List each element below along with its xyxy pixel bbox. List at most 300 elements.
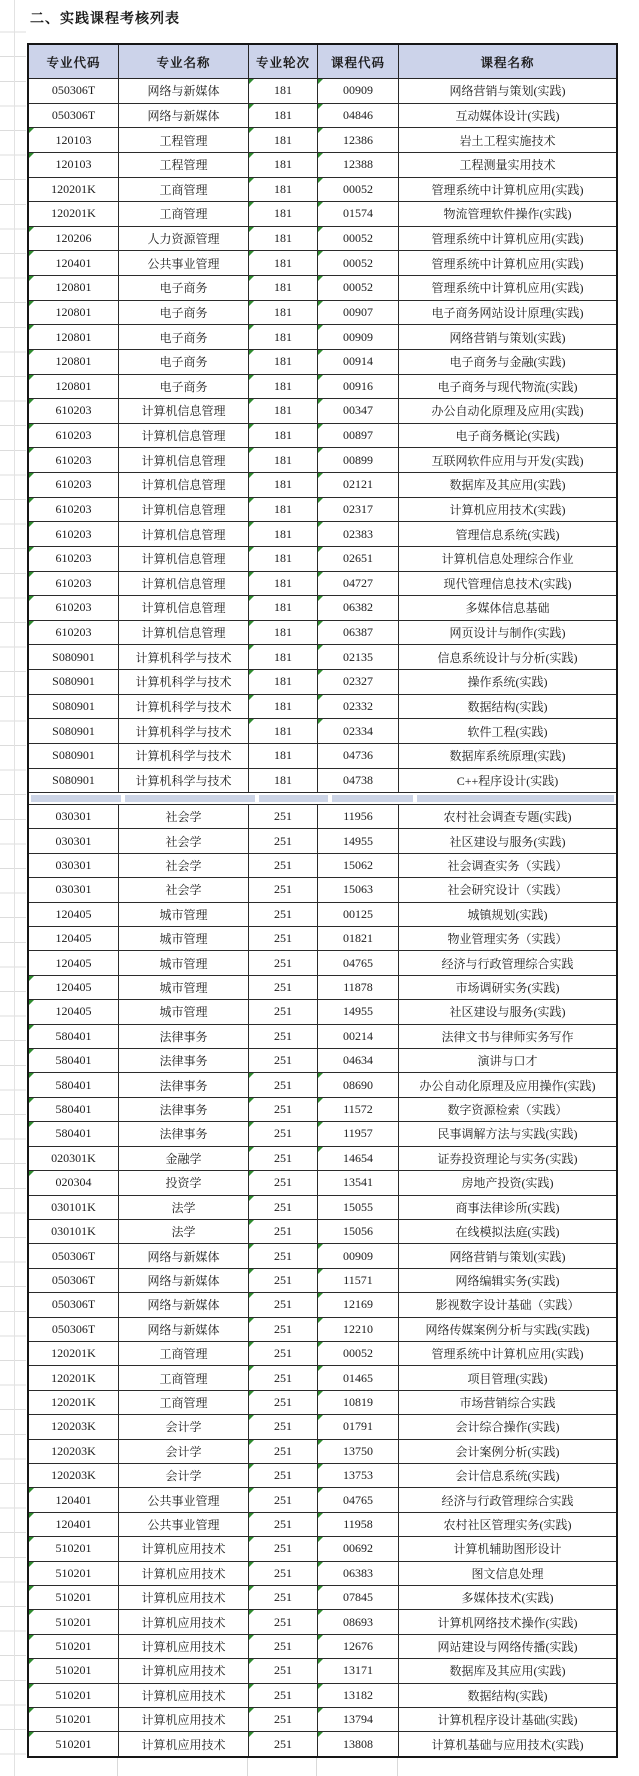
major-name-cell[interactable]: 计算机科学与技术	[119, 719, 249, 743]
course-name-cell[interactable]: 电子商务概论(实践)	[455, 429, 560, 444]
round-cell[interactable]: 181	[249, 301, 318, 325]
round-cell[interactable]: 251	[249, 1318, 318, 1341]
major-name-cell[interactable]: 计算机科学与技术	[119, 769, 249, 793]
round-cell[interactable]: 181	[249, 572, 318, 596]
major-code-cell[interactable]: 120401	[29, 1513, 119, 1536]
major-code-cell[interactable]: 510201	[29, 1659, 119, 1682]
major-name-cell[interactable]: 法学	[119, 1196, 249, 1219]
round-cell[interactable]: 181	[249, 227, 318, 251]
round-cell[interactable]: 251	[249, 1244, 318, 1267]
course-name-cell[interactable]: 数据库及其应用(实践)	[449, 478, 566, 493]
course-name-cell[interactable]: 社区建设与服务(实践)	[449, 1005, 566, 1020]
major-code-cell[interactable]: 120103	[29, 128, 119, 152]
course-name-cell[interactable]: 软件工程(实践)	[467, 724, 548, 739]
major-code-cell[interactable]: 120201K	[29, 178, 119, 202]
major-name-cell[interactable]: 城市管理	[119, 976, 249, 999]
course-code-cell[interactable]: 00692	[318, 1537, 399, 1560]
course-name-cell[interactable]: 网络传媒案例分析与实践(实践)	[425, 1322, 590, 1337]
round-cell[interactable]: 181	[249, 695, 318, 719]
course-name-cell[interactable]: 市场调研实务(实践)	[455, 981, 560, 996]
major-code-cell[interactable]: 030101K	[29, 1196, 119, 1219]
major-code-cell[interactable]: 580401	[29, 1098, 119, 1121]
course-name-cell[interactable]: 计算机网络技术操作(实践)	[437, 1615, 578, 1630]
round-cell[interactable]: 251	[249, 878, 318, 901]
course-name-cell[interactable]: 项目管理(实践)	[467, 1371, 548, 1386]
course-name-cell[interactable]: 城镇规划(实践)	[467, 907, 548, 922]
course-code-cell[interactable]: 10819	[318, 1391, 399, 1414]
round-cell[interactable]: 181	[249, 178, 318, 202]
header-major-name[interactable]: 专业名称	[119, 45, 249, 78]
major-name-cell[interactable]: 工商管理	[119, 1391, 249, 1414]
major-name-cell[interactable]: 法学	[119, 1220, 249, 1243]
round-cell[interactable]: 251	[249, 1586, 318, 1609]
round-cell[interactable]: 181	[249, 645, 318, 669]
course-code-cell[interactable]: 08690	[318, 1073, 399, 1096]
major-code-cell[interactable]: 120405	[29, 1000, 119, 1023]
major-code-cell[interactable]: 610203	[29, 547, 119, 571]
course-code-cell[interactable]: 04738	[318, 769, 399, 793]
major-code-cell[interactable]: S080901	[29, 645, 119, 669]
course-code-cell[interactable]: 15063	[318, 878, 399, 901]
header-major-code[interactable]: 专业代码	[29, 45, 119, 78]
course-name-cell[interactable]: 网络编辑实务(实践)	[455, 1273, 560, 1288]
round-cell[interactable]: 181	[249, 498, 318, 522]
round-cell[interactable]: 181	[249, 79, 318, 103]
major-code-cell[interactable]: S080901	[29, 719, 119, 743]
major-code-cell[interactable]: 510201	[29, 1635, 119, 1658]
round-cell[interactable]: 251	[249, 903, 318, 926]
round-cell[interactable]: 181	[249, 104, 318, 128]
major-name-cell[interactable]: 社会学	[119, 805, 249, 828]
major-name-cell[interactable]: 社会学	[119, 854, 249, 877]
round-cell[interactable]: 251	[249, 1488, 318, 1511]
course-code-cell[interactable]: 11957	[318, 1122, 399, 1145]
course-name-cell[interactable]: 电子商务与现代物流(实践)	[437, 379, 578, 394]
major-name-cell[interactable]: 工程管理	[119, 153, 249, 177]
major-code-cell[interactable]: 610203	[29, 621, 119, 645]
major-code-cell[interactable]: 120201K	[29, 1366, 119, 1389]
course-code-cell[interactable]: 07845	[318, 1586, 399, 1609]
major-code-cell[interactable]: 610203	[29, 498, 119, 522]
major-code-cell[interactable]: 020301K	[29, 1147, 119, 1170]
course-name-cell[interactable]: 管理系统中计算机应用(实践)	[431, 256, 584, 271]
course-name-cell[interactable]: 网站建设与网络传播(实践)	[437, 1640, 578, 1655]
course-code-cell[interactable]: 00214	[318, 1025, 399, 1048]
course-code-cell[interactable]: 13182	[318, 1684, 399, 1707]
major-code-cell[interactable]: 510201	[29, 1684, 119, 1707]
major-name-cell[interactable]: 投资学	[119, 1171, 249, 1194]
course-name-cell[interactable]: 会计综合操作(实践)	[455, 1420, 560, 1435]
course-name-cell[interactable]: 计算机辅助图形设计	[453, 1542, 562, 1557]
major-name-cell[interactable]: 计算机信息管理	[119, 547, 249, 571]
course-code-cell[interactable]: 11572	[318, 1098, 399, 1121]
round-cell[interactable]: 251	[249, 1196, 318, 1219]
round-cell[interactable]: 251	[249, 1732, 318, 1755]
major-name-cell[interactable]: 人力资源管理	[119, 227, 249, 251]
major-name-cell[interactable]: 金融学	[119, 1147, 249, 1170]
major-code-cell[interactable]: 030301	[29, 878, 119, 901]
major-code-cell[interactable]: 120203K	[29, 1440, 119, 1463]
major-name-cell[interactable]: 公共事业管理	[119, 1513, 249, 1536]
course-code-cell[interactable]: 00052	[318, 178, 399, 202]
major-code-cell[interactable]: 120206	[29, 227, 119, 251]
round-cell[interactable]: 181	[249, 251, 318, 275]
round-cell[interactable]: 251	[249, 1537, 318, 1560]
major-name-cell[interactable]: 计算机应用技术	[119, 1635, 249, 1658]
course-name-cell[interactable]: 管理系统中计算机应用(实践)	[431, 281, 584, 296]
course-code-cell[interactable]: 13171	[318, 1659, 399, 1682]
course-name-cell[interactable]: 物流管理软件操作(实践)	[443, 207, 572, 222]
round-cell[interactable]: 251	[249, 1098, 318, 1121]
course-code-cell[interactable]: 08693	[318, 1610, 399, 1633]
course-code-cell[interactable]: 02135	[318, 645, 399, 669]
course-code-cell[interactable]: 00897	[318, 424, 399, 448]
major-name-cell[interactable]: 计算机信息管理	[119, 498, 249, 522]
course-code-cell[interactable]: 12676	[318, 1635, 399, 1658]
course-name-cell[interactable]: 社区建设与服务(实践)	[449, 834, 566, 849]
course-name-cell[interactable]: 会计案例分析(实践)	[455, 1444, 560, 1459]
round-cell[interactable]: 251	[249, 1562, 318, 1585]
course-name-cell[interactable]: 会计信息系统(实践)	[455, 1469, 560, 1484]
major-name-cell[interactable]: 公共事业管理	[119, 1488, 249, 1511]
round-cell[interactable]: 251	[249, 1147, 318, 1170]
course-code-cell[interactable]: 02334	[318, 719, 399, 743]
course-code-cell[interactable]: 12169	[318, 1293, 399, 1316]
course-name-cell[interactable]: 互联网软件应用与开发(实践)	[431, 453, 584, 468]
course-code-cell[interactable]: 02383	[318, 522, 399, 546]
major-name-cell[interactable]: 网络与新媒体	[119, 79, 249, 103]
major-name-cell[interactable]: 城市管理	[119, 1000, 249, 1023]
course-code-cell[interactable]: 12210	[318, 1318, 399, 1341]
course-code-cell[interactable]: 04736	[318, 744, 399, 768]
major-code-cell[interactable]: 510201	[29, 1610, 119, 1633]
round-cell[interactable]: 251	[249, 1025, 318, 1048]
major-name-cell[interactable]: 网络与新媒体	[119, 1293, 249, 1316]
round-cell[interactable]: 251	[249, 854, 318, 877]
major-name-cell[interactable]: 计算机信息管理	[119, 473, 249, 497]
major-name-cell[interactable]: 计算机应用技术	[119, 1610, 249, 1633]
major-name-cell[interactable]: 城市管理	[119, 951, 249, 974]
course-name-cell[interactable]: 房地产投资(实践)	[461, 1176, 554, 1191]
course-name-cell[interactable]: 管理系统中计算机应用(实践)	[431, 1347, 584, 1362]
round-cell[interactable]: 251	[249, 1000, 318, 1023]
course-name-cell[interactable]: 在线模拟法庭(实践)	[455, 1225, 560, 1240]
major-name-cell[interactable]: 计算机应用技术	[119, 1562, 249, 1585]
course-code-cell[interactable]: 04765	[318, 1488, 399, 1511]
major-name-cell[interactable]: 计算机信息管理	[119, 399, 249, 423]
round-cell[interactable]: 181	[249, 276, 318, 300]
course-name-cell[interactable]: 互动媒体设计(实践)	[455, 108, 560, 123]
round-cell[interactable]: 251	[249, 927, 318, 950]
round-cell[interactable]: 251	[249, 1366, 318, 1389]
round-cell[interactable]: 251	[249, 976, 318, 999]
course-code-cell[interactable]: 13753	[318, 1464, 399, 1487]
major-code-cell[interactable]: 050306T	[29, 79, 119, 103]
course-code-cell[interactable]: 06387	[318, 621, 399, 645]
round-cell[interactable]: 181	[249, 448, 318, 472]
course-code-cell[interactable]: 02317	[318, 498, 399, 522]
course-code-cell[interactable]: 06383	[318, 1562, 399, 1585]
round-cell[interactable]: 251	[249, 1659, 318, 1682]
major-name-cell[interactable]: 网络与新媒体	[119, 1244, 249, 1267]
round-cell[interactable]: 251	[249, 1049, 318, 1072]
major-code-cell[interactable]: 580401	[29, 1049, 119, 1072]
major-name-cell[interactable]: 计算机科学与技术	[119, 744, 249, 768]
course-code-cell[interactable]: 13794	[318, 1708, 399, 1731]
round-cell[interactable]: 181	[249, 325, 318, 349]
major-name-cell[interactable]: 工商管理	[119, 1366, 249, 1389]
major-code-cell[interactable]: 580401	[29, 1122, 119, 1145]
course-name-cell[interactable]: 电子商务网站设计原理(实践)	[431, 305, 584, 320]
course-name-cell[interactable]: 岩土工程实施技术	[459, 133, 556, 148]
header-course-code[interactable]: 课程代码	[318, 45, 399, 78]
course-name-cell[interactable]: 电子商务与金融(实践)	[449, 355, 566, 370]
major-name-cell[interactable]: 社会学	[119, 829, 249, 852]
course-name-cell[interactable]: 数字资源检索（实践）	[447, 1103, 568, 1118]
major-code-cell[interactable]: 120405	[29, 903, 119, 926]
major-code-cell[interactable]: 120801	[29, 325, 119, 349]
course-name-cell[interactable]: 影视数字设计基础（实践）	[435, 1298, 580, 1313]
round-cell[interactable]: 251	[249, 1220, 318, 1243]
major-name-cell[interactable]: 工程管理	[119, 128, 249, 152]
major-code-cell[interactable]: 610203	[29, 572, 119, 596]
course-name-cell[interactable]: 现代管理信息技术(实践)	[443, 576, 572, 591]
course-name-cell[interactable]: 民事调解方法与实践(实践)	[437, 1127, 578, 1142]
course-code-cell[interactable]: 14654	[318, 1147, 399, 1170]
major-name-cell[interactable]: 法律事务	[119, 1073, 249, 1096]
round-cell[interactable]: 181	[249, 399, 318, 423]
major-code-cell[interactable]: 510201	[29, 1562, 119, 1585]
course-name-cell[interactable]: 计算机基础与应用技术(实践)	[431, 1737, 584, 1752]
course-code-cell[interactable]: 01465	[318, 1366, 399, 1389]
major-code-cell[interactable]: 030301	[29, 854, 119, 877]
major-name-cell[interactable]: 电子商务	[119, 325, 249, 349]
major-code-cell[interactable]: 580401	[29, 1073, 119, 1096]
major-name-cell[interactable]: 社会学	[119, 878, 249, 901]
course-name-cell[interactable]: 数据结构(实践)	[467, 1688, 548, 1703]
round-cell[interactable]: 181	[249, 350, 318, 374]
major-name-cell[interactable]: 计算机信息管理	[119, 621, 249, 645]
course-code-cell[interactable]: 00909	[318, 79, 399, 103]
major-code-cell[interactable]: S080901	[29, 670, 119, 694]
course-name-cell[interactable]: 农村社区管理实务(实践)	[443, 1517, 572, 1532]
round-cell[interactable]: 181	[249, 744, 318, 768]
major-code-cell[interactable]: 120201K	[29, 1342, 119, 1365]
major-name-cell[interactable]: 会计学	[119, 1440, 249, 1463]
course-code-cell[interactable]: 01791	[318, 1415, 399, 1438]
course-name-cell[interactable]: 办公自动化原理及应用(实践)	[431, 404, 584, 419]
round-cell[interactable]: 181	[249, 547, 318, 571]
major-name-cell[interactable]: 电子商务	[119, 301, 249, 325]
course-name-cell[interactable]: 社会研究设计（实践）	[447, 883, 568, 898]
course-code-cell[interactable]: 00052	[318, 1342, 399, 1365]
course-code-cell[interactable]: 13808	[318, 1732, 399, 1755]
course-name-cell[interactable]: 法律文书与律师实务写作	[441, 1029, 574, 1044]
round-cell[interactable]: 251	[249, 1269, 318, 1292]
major-name-cell[interactable]: 电子商务	[119, 375, 249, 399]
course-code-cell[interactable]: 11571	[318, 1269, 399, 1292]
major-name-cell[interactable]: 法律事务	[119, 1122, 249, 1145]
major-code-cell[interactable]: 030301	[29, 805, 119, 828]
course-code-cell[interactable]: 02332	[318, 695, 399, 719]
major-name-cell[interactable]: 计算机信息管理	[119, 424, 249, 448]
course-name-cell[interactable]: 计算机程序设计基础(实践)	[437, 1713, 578, 1728]
course-name-cell[interactable]: 市场营销综合实践	[459, 1395, 556, 1410]
course-code-cell[interactable]: 04765	[318, 951, 399, 974]
major-name-cell[interactable]: 计算机应用技术	[119, 1732, 249, 1755]
major-name-cell[interactable]: 计算机应用技术	[119, 1586, 249, 1609]
major-code-cell[interactable]: 050306T	[29, 104, 119, 128]
course-code-cell[interactable]: 00907	[318, 301, 399, 325]
major-code-cell[interactable]: 510201	[29, 1708, 119, 1731]
course-code-cell[interactable]: 12388	[318, 153, 399, 177]
round-cell[interactable]: 251	[249, 829, 318, 852]
major-name-cell[interactable]: 电子商务	[119, 276, 249, 300]
major-code-cell[interactable]: 050306T	[29, 1244, 119, 1267]
course-code-cell[interactable]: 01574	[318, 202, 399, 226]
round-cell[interactable]: 251	[249, 1464, 318, 1487]
round-cell[interactable]: 181	[249, 153, 318, 177]
course-name-cell[interactable]: 多媒体信息基础	[465, 601, 550, 616]
round-cell[interactable]: 251	[249, 1684, 318, 1707]
round-cell[interactable]: 251	[249, 1708, 318, 1731]
round-cell[interactable]: 251	[249, 951, 318, 974]
major-name-cell[interactable]: 计算机应用技术	[119, 1708, 249, 1731]
major-name-cell[interactable]: 网络与新媒体	[119, 1269, 249, 1292]
major-name-cell[interactable]: 计算机信息管理	[119, 448, 249, 472]
major-code-cell[interactable]: 120405	[29, 976, 119, 999]
course-code-cell[interactable]: 14955	[318, 829, 399, 852]
round-cell[interactable]: 251	[249, 1513, 318, 1536]
major-name-cell[interactable]: 计算机科学与技术	[119, 670, 249, 694]
course-code-cell[interactable]: 02327	[318, 670, 399, 694]
major-code-cell[interactable]: 050306T	[29, 1293, 119, 1316]
course-code-cell[interactable]: 00125	[318, 903, 399, 926]
round-cell[interactable]: 181	[249, 375, 318, 399]
course-code-cell[interactable]: 04727	[318, 572, 399, 596]
course-code-cell[interactable]: 00052	[318, 276, 399, 300]
course-name-cell[interactable]: 管理系统中计算机应用(实践)	[431, 182, 584, 197]
major-code-cell[interactable]: 030101K	[29, 1220, 119, 1243]
major-code-cell[interactable]: S080901	[29, 695, 119, 719]
course-code-cell[interactable]: 00909	[318, 1244, 399, 1267]
round-cell[interactable]: 251	[249, 1610, 318, 1633]
course-code-cell[interactable]: 11956	[318, 805, 399, 828]
major-name-cell[interactable]: 网络与新媒体	[119, 1318, 249, 1341]
course-code-cell[interactable]: 00899	[318, 448, 399, 472]
course-name-cell[interactable]: 计算机应用技术(实践)	[449, 502, 566, 517]
header-course-name[interactable]: 课程名称	[480, 55, 535, 70]
course-name-cell[interactable]: 网络营销与策划(实践)	[449, 330, 566, 345]
major-name-cell[interactable]: 计算机信息管理	[119, 522, 249, 546]
major-name-cell[interactable]: 工商管理	[119, 1342, 249, 1365]
round-cell[interactable]: 251	[249, 1635, 318, 1658]
course-name-cell[interactable]: 网络营销与策划(实践)	[449, 1249, 566, 1264]
major-name-cell[interactable]: 计算机信息管理	[119, 572, 249, 596]
major-name-cell[interactable]: 城市管理	[119, 903, 249, 926]
major-name-cell[interactable]: 会计学	[119, 1415, 249, 1438]
major-name-cell[interactable]: 工商管理	[119, 178, 249, 202]
major-code-cell[interactable]: 120801	[29, 276, 119, 300]
course-name-cell[interactable]: 数据库及其应用(实践)	[449, 1664, 566, 1679]
course-code-cell[interactable]: 04634	[318, 1049, 399, 1072]
course-name-cell[interactable]: 经济与行政管理综合实践	[441, 956, 574, 971]
round-cell[interactable]: 251	[249, 1342, 318, 1365]
major-code-cell[interactable]: 020304	[29, 1171, 119, 1194]
round-cell[interactable]: 181	[249, 522, 318, 546]
major-code-cell[interactable]: 050306T	[29, 1318, 119, 1341]
major-code-cell[interactable]: 120103	[29, 153, 119, 177]
course-code-cell[interactable]: 00052	[318, 227, 399, 251]
course-name-cell[interactable]: 网页设计与制作(实践)	[449, 626, 566, 641]
course-code-cell[interactable]: 11958	[318, 1513, 399, 1536]
course-code-cell[interactable]: 15062	[318, 854, 399, 877]
course-name-cell[interactable]: 工程测量实用技术	[459, 158, 556, 173]
course-code-cell[interactable]: 01821	[318, 927, 399, 950]
course-code-cell[interactable]: 13750	[318, 1440, 399, 1463]
major-name-cell[interactable]: 网络与新媒体	[119, 104, 249, 128]
course-name-cell[interactable]: 经济与行政管理综合实践	[441, 1493, 574, 1508]
round-cell[interactable]: 251	[249, 1073, 318, 1096]
round-cell[interactable]: 181	[249, 670, 318, 694]
major-code-cell[interactable]: 510201	[29, 1586, 119, 1609]
round-cell[interactable]: 181	[249, 202, 318, 226]
major-name-cell[interactable]: 法律事务	[119, 1025, 249, 1048]
major-code-cell[interactable]: S080901	[29, 744, 119, 768]
header-round[interactable]: 专业轮次	[249, 45, 318, 78]
round-cell[interactable]: 251	[249, 1122, 318, 1145]
course-code-cell[interactable]: 04846	[318, 104, 399, 128]
round-cell[interactable]: 181	[249, 719, 318, 743]
major-name-cell[interactable]: 法律事务	[119, 1049, 249, 1072]
round-cell[interactable]: 181	[249, 769, 318, 793]
course-name-cell[interactable]: 数据库系统原理(实践)	[449, 749, 566, 764]
course-name-cell[interactable]: 多媒体技术(实践)	[461, 1591, 554, 1606]
course-name-cell[interactable]: 计算机信息处理综合作业	[441, 552, 574, 567]
major-name-cell[interactable]: 计算机应用技术	[119, 1659, 249, 1682]
major-name-cell[interactable]: 工商管理	[119, 202, 249, 226]
major-code-cell[interactable]: 610203	[29, 596, 119, 620]
major-code-cell[interactable]: 120401	[29, 251, 119, 275]
major-code-cell[interactable]: 030301	[29, 829, 119, 852]
major-code-cell[interactable]: 610203	[29, 522, 119, 546]
major-code-cell[interactable]: 120203K	[29, 1464, 119, 1487]
course-name-cell[interactable]: 图文信息处理	[471, 1566, 544, 1581]
round-cell[interactable]: 251	[249, 1440, 318, 1463]
major-code-cell[interactable]: 120801	[29, 350, 119, 374]
major-code-cell[interactable]: 510201	[29, 1537, 119, 1560]
major-code-cell[interactable]: 120801	[29, 375, 119, 399]
major-name-cell[interactable]: 计算机科学与技术	[119, 695, 249, 719]
round-cell[interactable]: 181	[249, 473, 318, 497]
course-name-cell[interactable]: C++程序设计(实践)	[456, 773, 559, 788]
major-name-cell[interactable]: 城市管理	[119, 927, 249, 950]
major-name-cell[interactable]: 计算机信息管理	[119, 596, 249, 620]
major-code-cell[interactable]: S080901	[29, 769, 119, 793]
course-name-cell[interactable]: 管理信息系统(实践)	[455, 527, 560, 542]
round-cell[interactable]: 181	[249, 596, 318, 620]
major-name-cell[interactable]: 法律事务	[119, 1098, 249, 1121]
major-code-cell[interactable]: 610203	[29, 473, 119, 497]
major-code-cell[interactable]: 120405	[29, 927, 119, 950]
round-cell[interactable]: 251	[249, 805, 318, 828]
course-name-cell[interactable]: 办公自动化原理及应用操作(实践)	[419, 1078, 596, 1093]
major-code-cell[interactable]: 610203	[29, 448, 119, 472]
course-code-cell[interactable]: 14955	[318, 1000, 399, 1023]
course-code-cell[interactable]: 11878	[318, 976, 399, 999]
course-code-cell[interactable]: 00052	[318, 251, 399, 275]
course-code-cell[interactable]: 02651	[318, 547, 399, 571]
